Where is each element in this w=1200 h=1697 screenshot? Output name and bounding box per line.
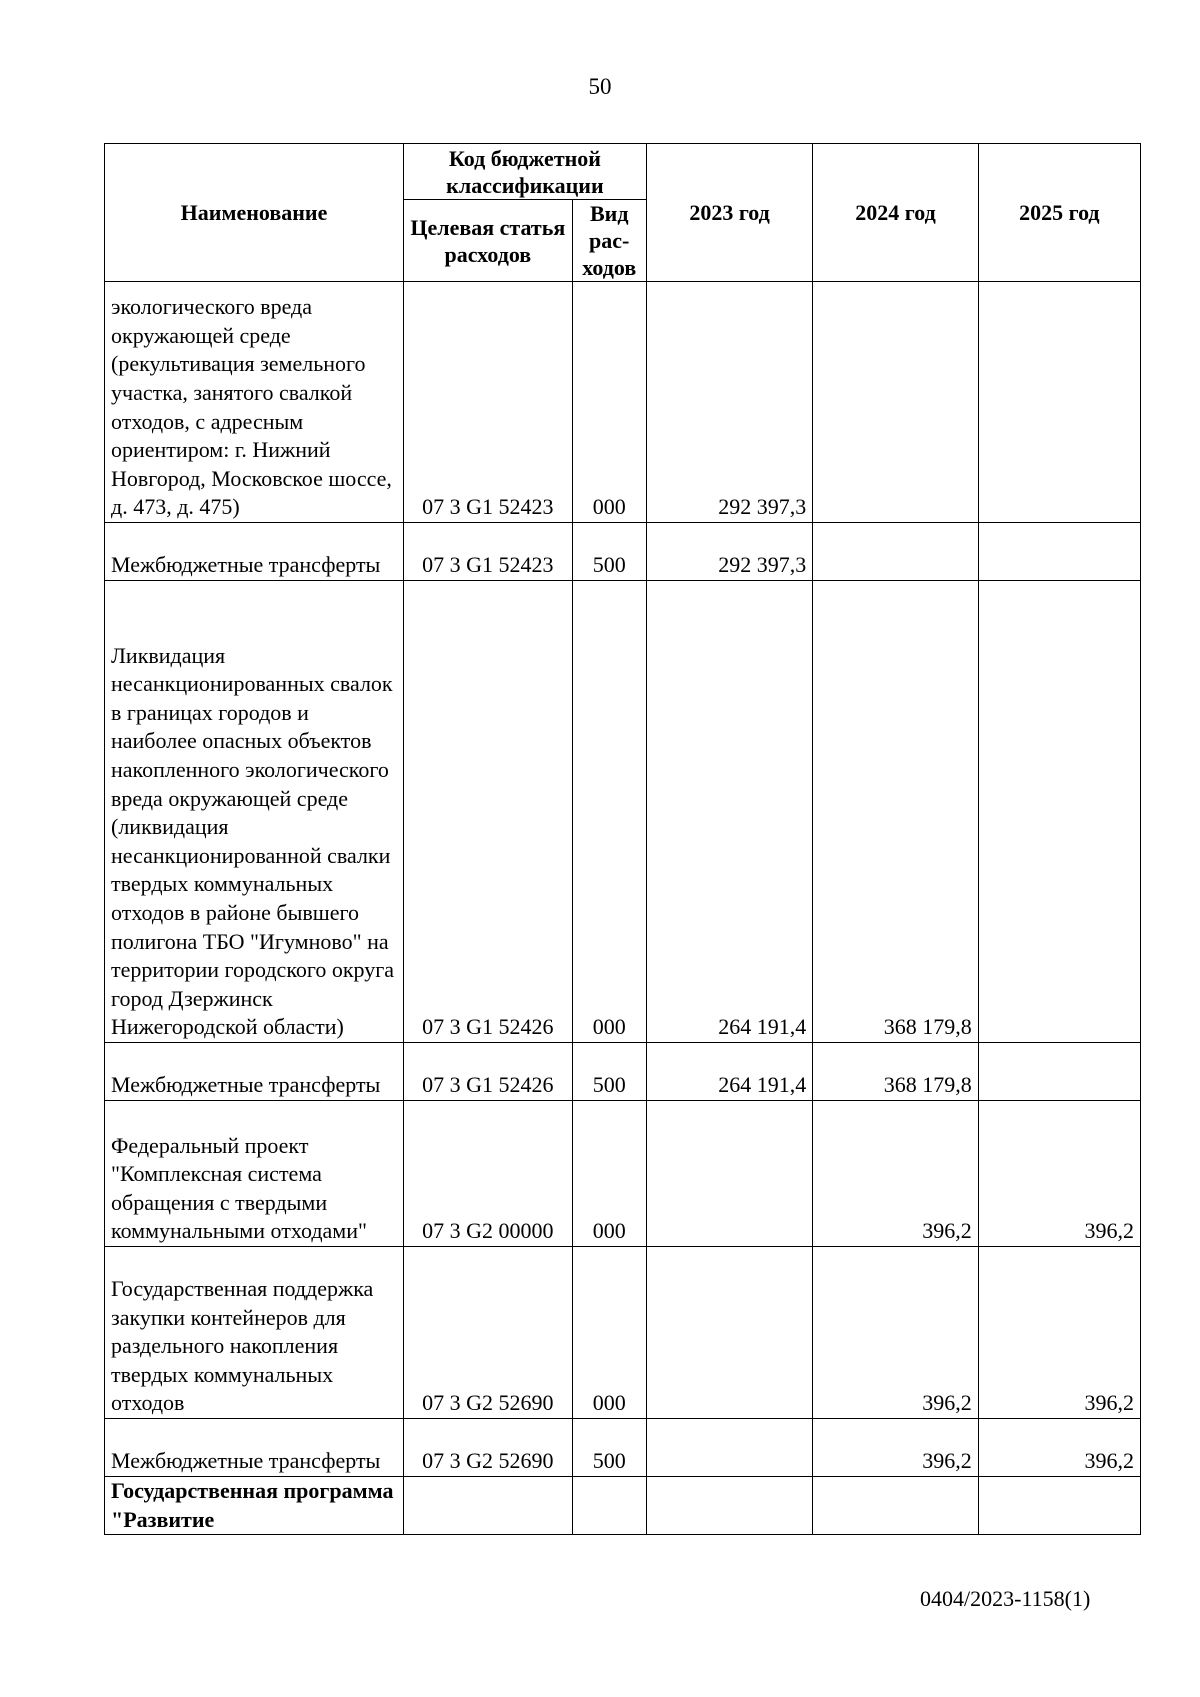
page-number: 50 xyxy=(588,74,612,99)
row-value-2024 xyxy=(813,523,978,581)
row-expense-type: 500 xyxy=(572,523,646,581)
table-row xyxy=(105,1419,1141,1477)
row-value-2025: 396,2 xyxy=(978,1101,1140,1247)
row-expense-type: 000 xyxy=(572,282,646,523)
table-row xyxy=(105,581,1141,1043)
table-row xyxy=(105,1101,1141,1247)
header-year-2023: 2023 год xyxy=(646,144,812,282)
row-value-2025 xyxy=(978,1043,1140,1101)
table-row xyxy=(105,282,1141,523)
header-row-1 xyxy=(105,144,1141,200)
row-target-item: 07 3 G2 00000 xyxy=(404,1101,573,1247)
header-name: Наименование xyxy=(105,144,404,282)
row-value-2023: 292 397,3 xyxy=(646,523,812,581)
header-expense-type: Вид рас-ходов xyxy=(572,200,646,282)
row-value-2024: 368 179,8 xyxy=(813,581,978,1043)
row-value-2023: 264 191,4 xyxy=(646,1043,812,1101)
row-name: Межбюджетные трансферты xyxy=(105,1043,404,1101)
header-year-2024: 2024 год xyxy=(813,144,978,282)
row-expense-type xyxy=(572,1477,646,1535)
row-target-item: 07 3 G2 52690 xyxy=(404,1419,573,1477)
row-target-item: 07 3 G1 52426 xyxy=(404,1043,573,1101)
row-target-item: 07 3 G1 52423 xyxy=(404,523,573,581)
row-target-item: 07 3 G1 52423 xyxy=(404,282,573,523)
row-value-2025 xyxy=(978,282,1140,523)
table-row xyxy=(105,523,1141,581)
row-name: Федеральный проект "Комплексная система обращения с твердыми коммунальными отходами" xyxy=(105,1101,404,1247)
row-value-2025 xyxy=(978,581,1140,1043)
row-value-2023 xyxy=(646,1247,812,1419)
row-value-2024: 396,2 xyxy=(813,1101,978,1247)
header-target-item: Целевая статья расходов xyxy=(404,200,573,282)
budget-table xyxy=(104,143,1141,1535)
row-expense-type: 000 xyxy=(572,581,646,1043)
row-name: экологического вреда окружающей среде (рекультивация земельного участка, занятого свалкой отходов, с адресным ориентиром: г. Нижний Новгород, Московское шоссе, д. 473, д. 475) xyxy=(105,282,404,523)
row-expense-type: 000 xyxy=(572,1247,646,1419)
table-row xyxy=(105,1043,1141,1101)
document-id: 0404/2023-1158(1) xyxy=(920,1586,1091,1611)
row-expense-type: 500 xyxy=(572,1043,646,1101)
row-name: Государственная поддержка закупки контейнеров для раздельного накопления твердых коммунальных отходов xyxy=(105,1247,404,1419)
row-target-item: 07 3 G2 52690 xyxy=(404,1247,573,1419)
row-value-2024 xyxy=(813,282,978,523)
row-value-2024: 368 179,8 xyxy=(813,1043,978,1101)
row-value-2023: 292 397,3 xyxy=(646,282,812,523)
table-row xyxy=(105,1247,1141,1419)
row-name: Межбюджетные трансферты xyxy=(105,1419,404,1477)
header-budget-code: Код бюджетной классификации xyxy=(404,144,647,200)
row-name: Государственная программа "Развитие xyxy=(105,1477,404,1535)
row-value-2025: 396,2 xyxy=(978,1419,1140,1477)
row-value-2024: 396,2 xyxy=(813,1419,978,1477)
row-expense-type: 500 xyxy=(572,1419,646,1477)
row-value-2025 xyxy=(978,1477,1140,1535)
row-name: Межбюджетные трансферты xyxy=(105,523,404,581)
row-value-2025: 396,2 xyxy=(978,1247,1140,1419)
header-year-2025: 2025 год xyxy=(978,144,1140,282)
row-value-2023 xyxy=(646,1419,812,1477)
row-expense-type: 000 xyxy=(572,1101,646,1247)
row-value-2023 xyxy=(646,1101,812,1247)
row-value-2025 xyxy=(978,523,1140,581)
row-value-2023: 264 191,4 xyxy=(646,581,812,1043)
row-target-item xyxy=(404,1477,573,1535)
table-row xyxy=(105,1477,1141,1535)
row-target-item: 07 3 G1 52426 xyxy=(404,581,573,1043)
row-name: Ликвидация несанкционированных свалок в границах городов и наиболее опасных объектов накопленного экологического вреда окружающей среде (ликвидация несанкционированной свалки твердых коммунальных отходов в районе бывшего полигона ТБО "Игумново" на территории городского округа город Дзержинск Нижегородской области) xyxy=(105,581,404,1043)
row-value-2023 xyxy=(646,1477,812,1535)
row-value-2024 xyxy=(813,1477,978,1535)
row-value-2024: 396,2 xyxy=(813,1247,978,1419)
